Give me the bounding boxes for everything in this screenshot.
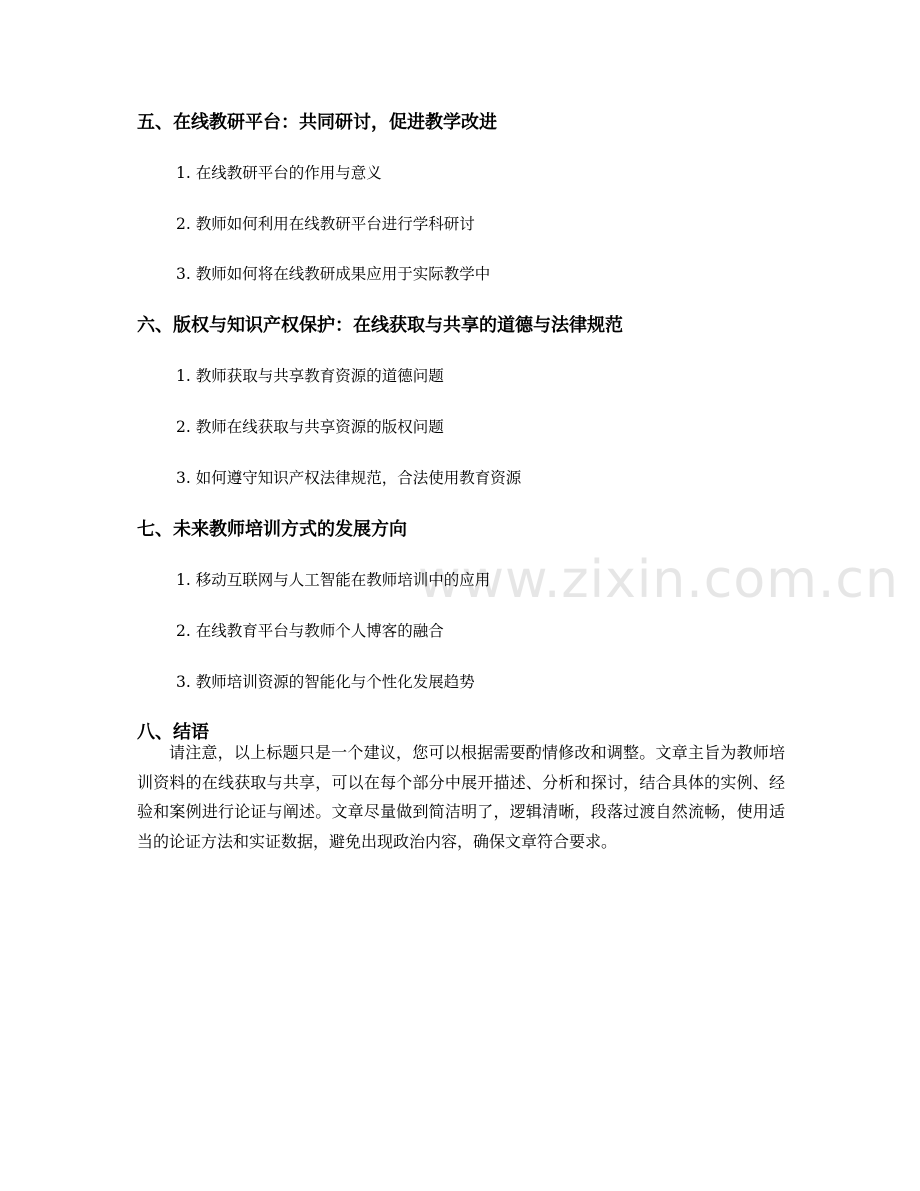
- watermark: www.zixin.com.cn: [418, 550, 899, 610]
- section-8-heading: 八、结语: [137, 722, 209, 743]
- conclusion-paragraph: 请注意，以上标题只是一个建议，您可以根据需要酌情修改和调整。文章主旨为教师培训资料的在线获取与共享，可以在每个部分中展开描述、分析和探讨，结合具体的实例、经验和案例进行论证与阐述。文章尽量做到简洁明了，逻辑清晰，段落过渡自然流畅，使用适当的论证方法和实证数据，避免出现政治内容，确保文章符合要求。: [137, 743, 785, 851]
- section-7-heading: 七、未来教师培训方式的发展方向: [137, 519, 407, 540]
- section-6-heading: 六、版权与知识产权保护：在线获取与共享的道德与法律规范: [137, 315, 623, 336]
- section-6-item-2: 2. 教师在线获取与共享资源的版权问题: [176, 418, 444, 436]
- section-5-item-3: 3. 教师如何将在线教研成果应用于实际教学中: [176, 265, 491, 283]
- section-7-item-3: 3. 教师培训资源的智能化与个性化发展趋势: [176, 673, 475, 691]
- section-5-item-2: 2. 教师如何利用在线教研平台进行学科研讨: [176, 215, 475, 233]
- section-6-item-3: 3. 如何遵守知识产权法律规范，合法使用教育资源: [176, 469, 522, 487]
- section-5-item-1: 1. 在线教研平台的作用与意义: [176, 164, 382, 182]
- section-5-heading: 五、在线教研平台：共同研讨，促进教学改进: [137, 112, 497, 133]
- section-6-item-1: 1. 教师获取与共享教育资源的道德问题: [176, 367, 444, 385]
- section-7-item-2: 2. 在线教育平台与教师个人博客的融合: [176, 622, 444, 640]
- section-7-item-1: 1. 移动互联网与人工智能在教师培训中的应用: [176, 571, 491, 589]
